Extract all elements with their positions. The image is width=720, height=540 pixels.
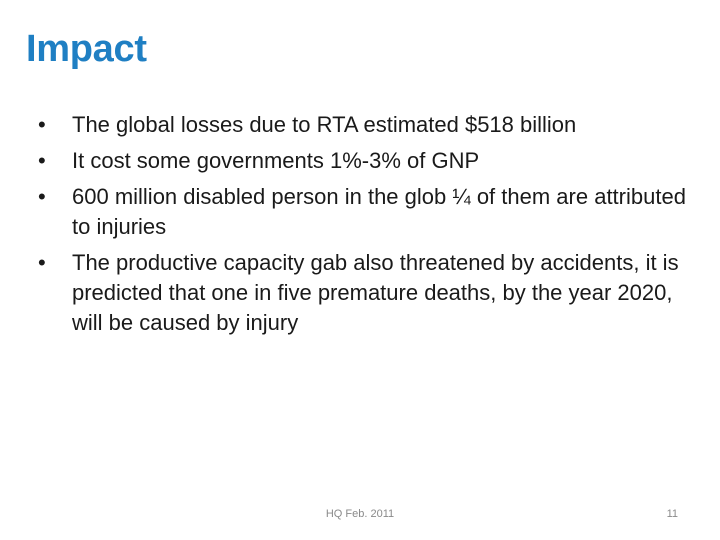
bullet-dot-icon: • xyxy=(38,184,46,209)
bullet-list xyxy=(38,110,688,344)
page-number: 11 xyxy=(666,508,678,520)
bullet-item xyxy=(38,248,688,338)
slide-title: Impact xyxy=(26,28,147,70)
bullet-text: It cost some governments 1%-3% of GNP xyxy=(72,148,480,173)
bullet-item xyxy=(38,146,688,176)
bullet-dot-icon: • xyxy=(38,148,46,173)
bullet-item xyxy=(38,182,688,242)
bullet-dot-icon: • xyxy=(38,250,46,275)
footer-text: HQ Feb. 2011 xyxy=(325,508,395,520)
bullet-dot-icon: • xyxy=(38,112,46,137)
bullet-text: The global losses due to RTA estimated $518 billion xyxy=(72,112,577,137)
bullet-text: 600 million disabled person in the glob ¼ of them are attributed to injuries xyxy=(72,184,686,239)
bullet-item xyxy=(38,110,688,140)
bullet-text: The productive capacity gab also threatened by accidents, it is predicted that one in five premature deaths, by the year 2020, will be caused by injury xyxy=(72,250,679,335)
